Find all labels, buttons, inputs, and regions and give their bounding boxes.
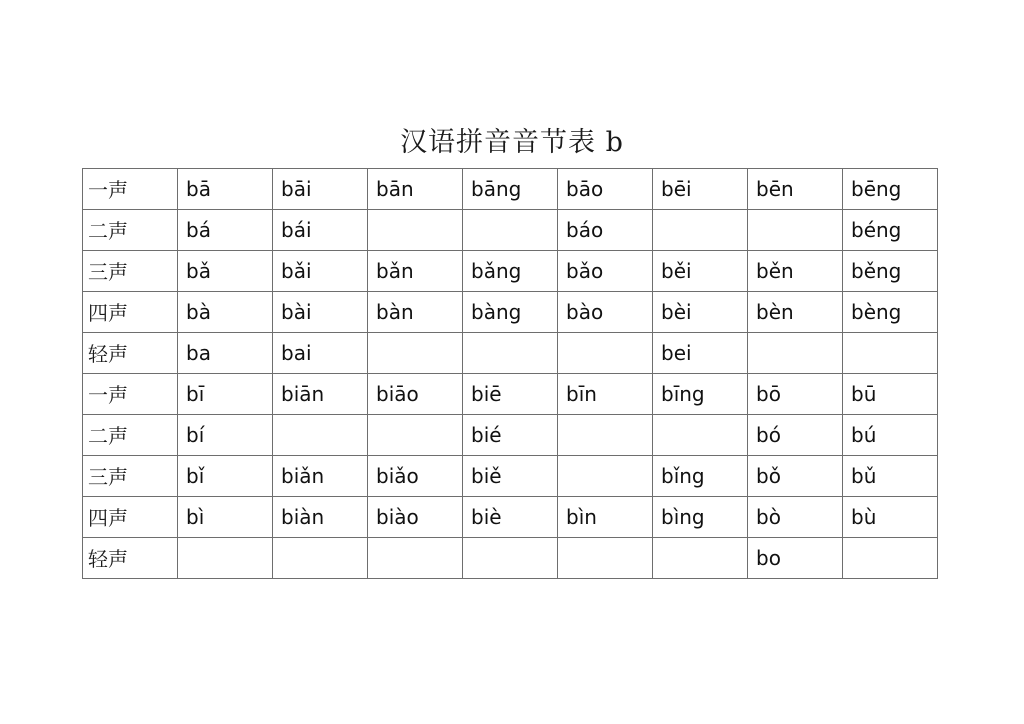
syllable-cell bbox=[368, 538, 463, 579]
syllable-cell: bí bbox=[178, 415, 273, 456]
syllable-cell: bà bbox=[178, 292, 273, 333]
syllable-cell: bǐ bbox=[178, 456, 273, 497]
syllable-cell: bá bbox=[178, 210, 273, 251]
syllable-table bbox=[82, 168, 938, 579]
syllable-cell bbox=[558, 333, 653, 374]
tone-label: 一声 bbox=[83, 169, 178, 210]
syllable-cell: bái bbox=[273, 210, 368, 251]
syllable-cell bbox=[653, 210, 748, 251]
syllable-cell: bó bbox=[748, 415, 843, 456]
syllable-cell: bāng bbox=[463, 169, 558, 210]
syllable-cell bbox=[558, 538, 653, 579]
tone-label: 三声 bbox=[83, 251, 178, 292]
syllable-cell: bān bbox=[368, 169, 463, 210]
syllable-cell bbox=[368, 210, 463, 251]
syllable-cell: biāo bbox=[368, 374, 463, 415]
syllable-cell: běn bbox=[748, 251, 843, 292]
syllable-cell bbox=[748, 333, 843, 374]
syllable-table-body bbox=[83, 169, 938, 579]
syllable-cell: bai bbox=[273, 333, 368, 374]
syllable-cell: bǔ bbox=[843, 456, 938, 497]
table-row bbox=[83, 374, 938, 415]
syllable-cell bbox=[273, 415, 368, 456]
syllable-cell: bīng bbox=[653, 374, 748, 415]
table-row bbox=[83, 292, 938, 333]
syllable-cell bbox=[843, 538, 938, 579]
syllable-cell: bú bbox=[843, 415, 938, 456]
syllable-cell bbox=[558, 456, 653, 497]
tone-label: 二声 bbox=[83, 415, 178, 456]
syllable-cell: biān bbox=[273, 374, 368, 415]
syllable-cell: bēi bbox=[653, 169, 748, 210]
table-row bbox=[83, 415, 938, 456]
syllable-cell: bū bbox=[843, 374, 938, 415]
syllable-cell: bài bbox=[273, 292, 368, 333]
tone-label: 轻声 bbox=[83, 538, 178, 579]
tone-label: 轻声 bbox=[83, 333, 178, 374]
syllable-cell: běng bbox=[843, 251, 938, 292]
syllable-cell bbox=[463, 538, 558, 579]
syllable-cell: bǎng bbox=[463, 251, 558, 292]
tone-label: 四声 bbox=[83, 292, 178, 333]
syllable-cell: bāi bbox=[273, 169, 368, 210]
syllable-cell bbox=[558, 415, 653, 456]
syllable-cell: biè bbox=[463, 497, 558, 538]
syllable-cell: bìn bbox=[558, 497, 653, 538]
syllable-cell bbox=[273, 538, 368, 579]
syllable-cell: bo bbox=[748, 538, 843, 579]
syllable-cell bbox=[368, 415, 463, 456]
tone-label: 三声 bbox=[83, 456, 178, 497]
syllable-cell: biě bbox=[463, 456, 558, 497]
syllable-cell bbox=[748, 210, 843, 251]
syllable-cell: bèng bbox=[843, 292, 938, 333]
table-row bbox=[83, 251, 938, 292]
syllable-cell: bǎn bbox=[368, 251, 463, 292]
syllable-cell: bīn bbox=[558, 374, 653, 415]
syllable-cell: bō bbox=[748, 374, 843, 415]
table-row bbox=[83, 538, 938, 579]
syllable-cell bbox=[653, 538, 748, 579]
syllable-cell: bǒ bbox=[748, 456, 843, 497]
syllable-cell: bǎo bbox=[558, 251, 653, 292]
syllable-cell: bǐng bbox=[653, 456, 748, 497]
table-row bbox=[83, 333, 938, 374]
syllable-cell: bàng bbox=[463, 292, 558, 333]
syllable-cell: bàn bbox=[368, 292, 463, 333]
syllable-cell: bèi bbox=[653, 292, 748, 333]
syllable-cell: biē bbox=[463, 374, 558, 415]
syllable-cell: biàn bbox=[273, 497, 368, 538]
syllable-cell: béng bbox=[843, 210, 938, 251]
syllable-cell: biǎn bbox=[273, 456, 368, 497]
syllable-cell: biào bbox=[368, 497, 463, 538]
syllable-cell bbox=[368, 333, 463, 374]
tone-label: 一声 bbox=[83, 374, 178, 415]
syllable-cell: bā bbox=[178, 169, 273, 210]
table-row bbox=[83, 169, 938, 210]
syllable-cell: bèn bbox=[748, 292, 843, 333]
syllable-cell: bìng bbox=[653, 497, 748, 538]
tone-label: 四声 bbox=[83, 497, 178, 538]
syllable-cell: báo bbox=[558, 210, 653, 251]
syllable-cell: bǎi bbox=[273, 251, 368, 292]
syllable-cell bbox=[178, 538, 273, 579]
table-row bbox=[83, 456, 938, 497]
syllable-cell: ba bbox=[178, 333, 273, 374]
table-row bbox=[83, 210, 938, 251]
syllable-cell bbox=[463, 333, 558, 374]
syllable-cell: bò bbox=[748, 497, 843, 538]
syllable-cell: bì bbox=[178, 497, 273, 538]
tone-label: 二声 bbox=[83, 210, 178, 251]
syllable-cell: bāo bbox=[558, 169, 653, 210]
syllable-cell: bù bbox=[843, 497, 938, 538]
page-title: 汉语拼音音节表 b bbox=[400, 127, 624, 158]
syllable-cell bbox=[463, 210, 558, 251]
syllable-cell: biǎo bbox=[368, 456, 463, 497]
syllable-cell: bei bbox=[653, 333, 748, 374]
syllable-cell: běi bbox=[653, 251, 748, 292]
syllable-cell: bié bbox=[463, 415, 558, 456]
syllable-cell: bǎ bbox=[178, 251, 273, 292]
syllable-cell: bēng bbox=[843, 169, 938, 210]
syllable-cell: bēn bbox=[748, 169, 843, 210]
syllable-cell: bào bbox=[558, 292, 653, 333]
syllable-cell bbox=[653, 415, 748, 456]
syllable-cell: bī bbox=[178, 374, 273, 415]
syllable-cell bbox=[843, 333, 938, 374]
table-row bbox=[83, 497, 938, 538]
